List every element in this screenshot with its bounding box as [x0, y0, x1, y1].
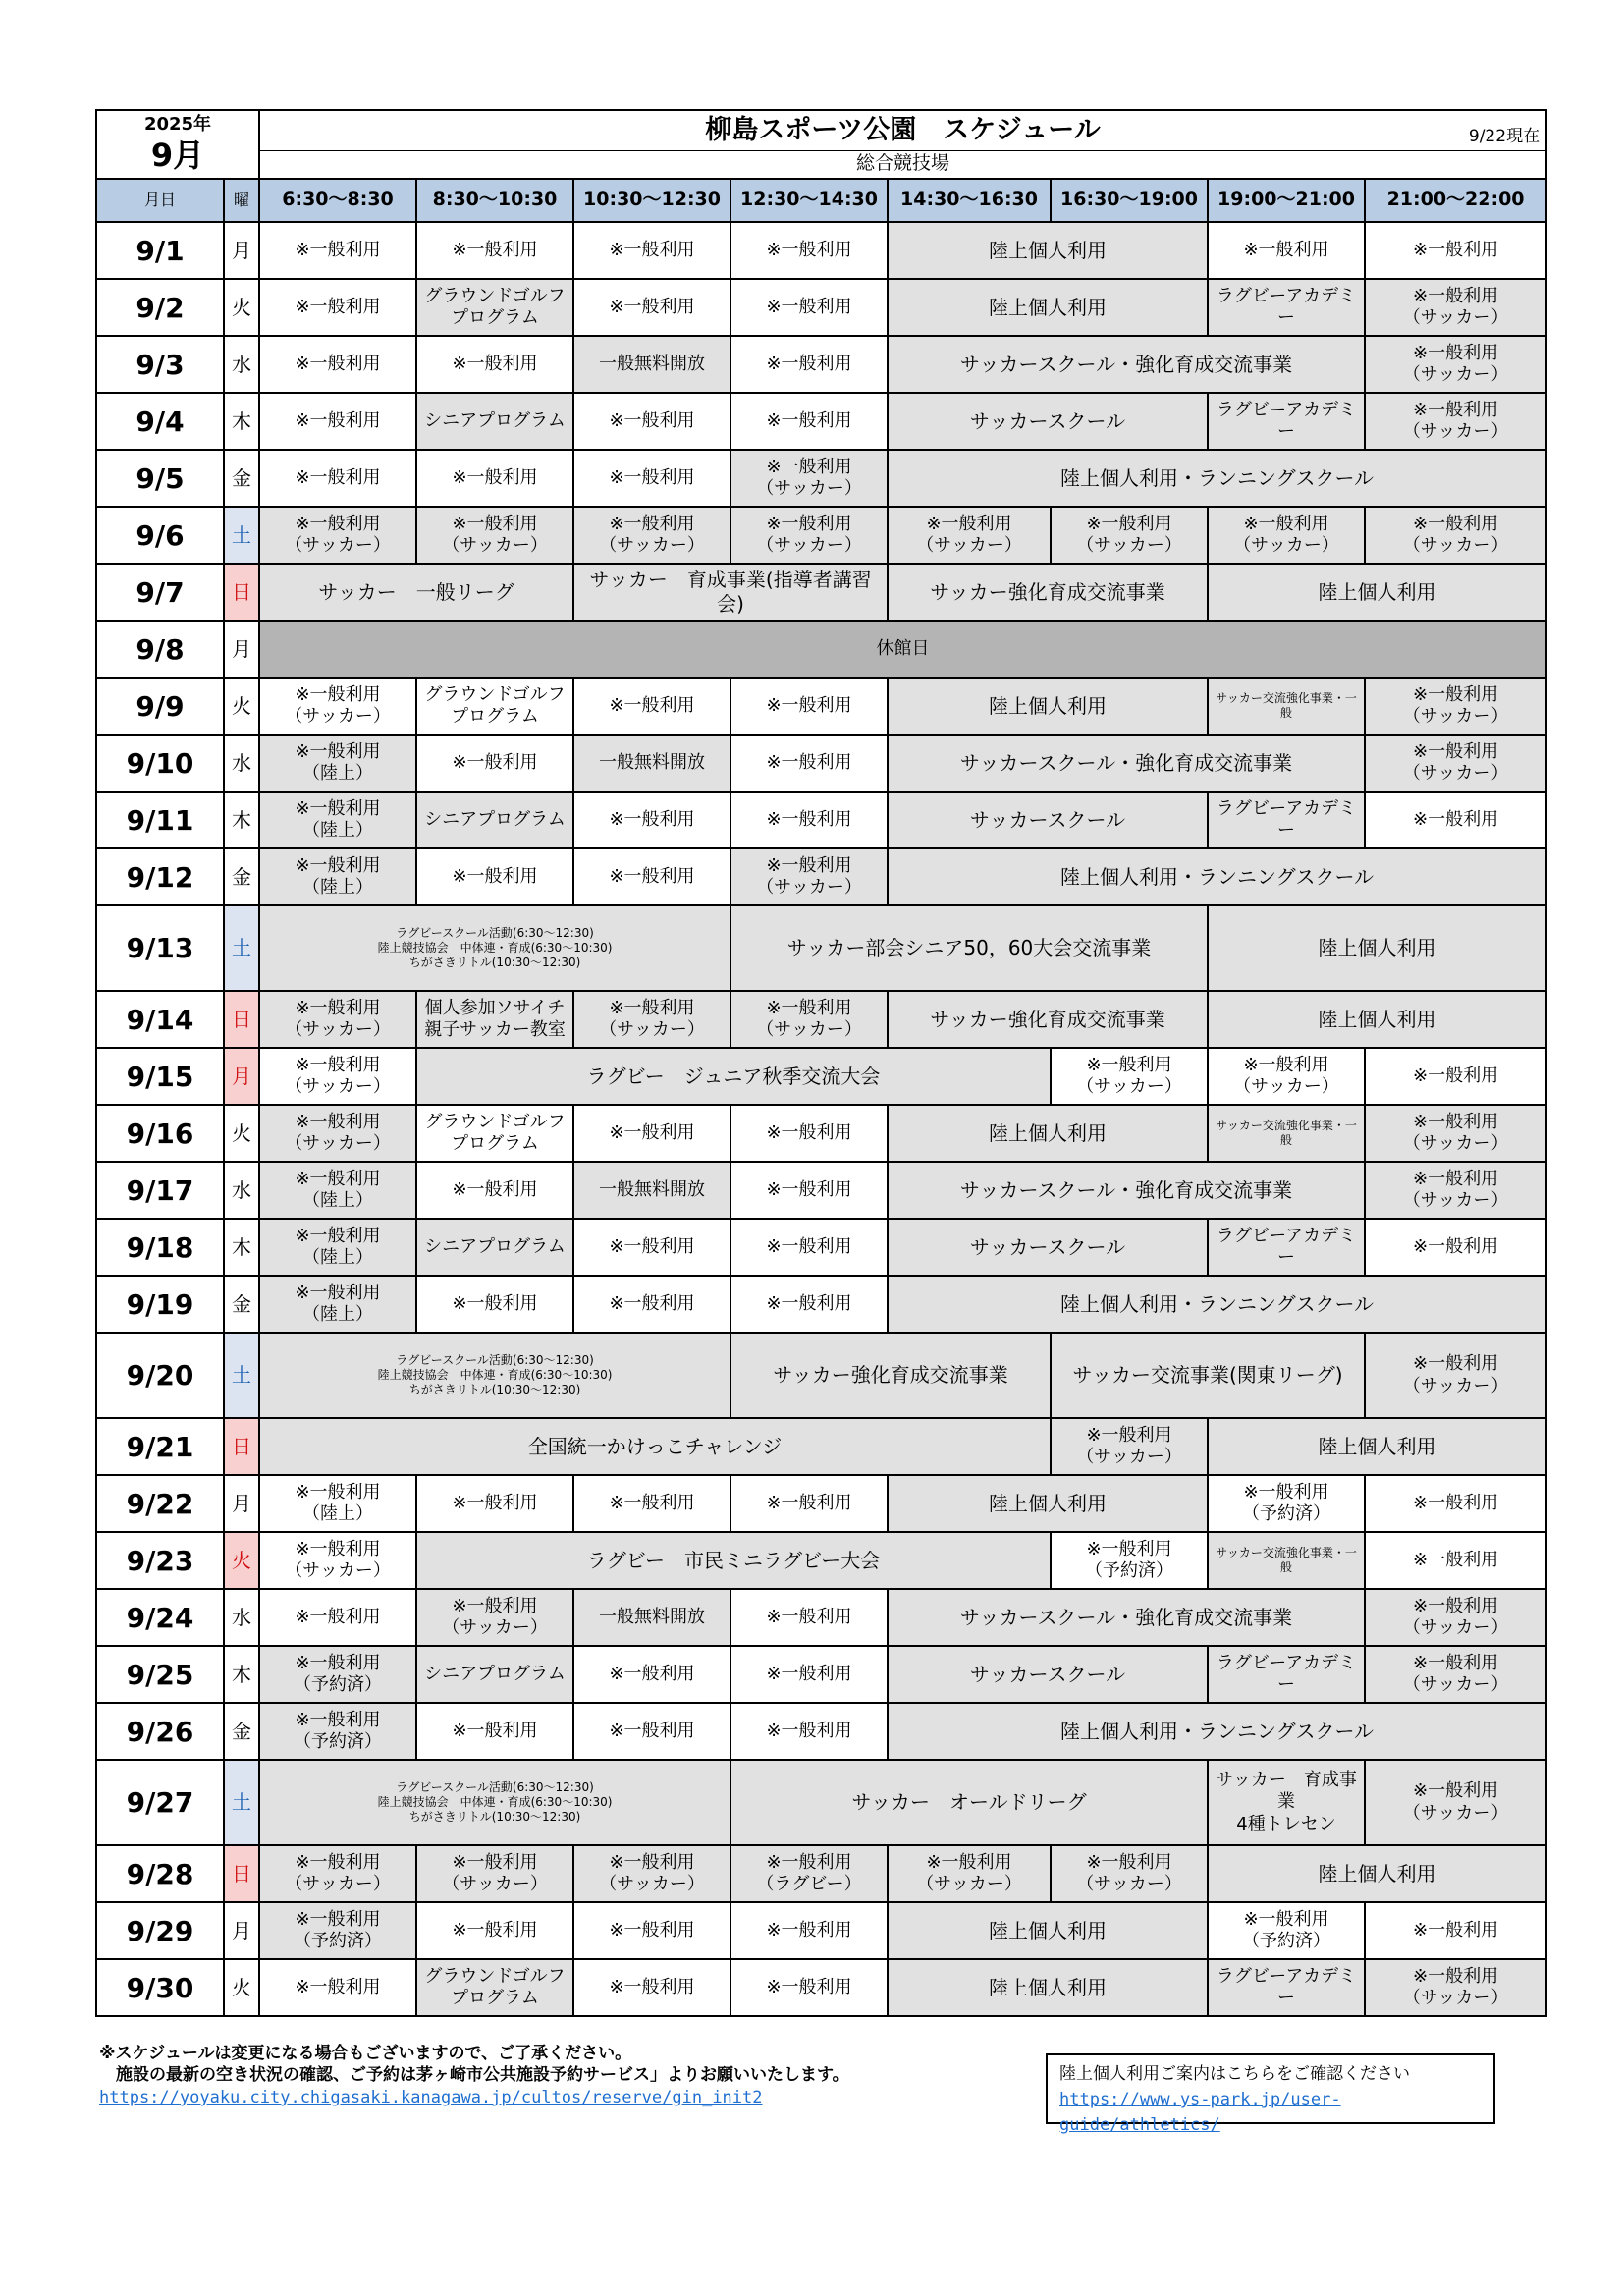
slot-cell-general: ※一般利用 — [416, 336, 573, 393]
weekday-cell: 水 — [224, 336, 259, 393]
slot-cell-general: ※一般利用 — [730, 1589, 888, 1646]
slot-cell-general: ※一般利用 — [416, 1703, 573, 1760]
slot-cell-track-running: 陸上個人利用・ランニングスクール — [888, 848, 1546, 905]
slot-cell-general: ※一般利用 — [730, 336, 888, 393]
date-cell: 9/13 — [96, 905, 224, 991]
slot-cell-general: ※一般利用 — [259, 1959, 416, 2016]
date-cell: 9/26 — [96, 1703, 224, 1760]
weekday-cell: 木 — [224, 1219, 259, 1276]
slot-cell-general-track: ※一般利用 （陸上） — [259, 735, 416, 792]
slot-cell-general: ※一般利用 — [730, 1646, 888, 1703]
slot-cell-soccer-exchange-small: サッカー交流強化事業・一般 — [1208, 1105, 1365, 1162]
slot-cell-general-soccer: ※一般利用 （サッカー） — [573, 991, 730, 1048]
slot-cell-track-running: 陸上個人利用・ランニングスクール — [888, 450, 1546, 507]
slot-cell-senior-program: シニアプログラム — [416, 1219, 573, 1276]
slot-cell-general-soccer: ※一般利用 （サッカー） — [1208, 507, 1365, 564]
slot-cell-general-soccer: ※一般利用 （サッカー） — [1365, 735, 1546, 792]
slot-cell-general: ※一般利用 — [730, 1105, 888, 1162]
slot-cell-soccer-school: サッカースクール — [888, 393, 1208, 450]
date-cell: 9/2 — [96, 279, 224, 336]
slot-cell-general: ※一般利用 — [416, 848, 573, 905]
slot-cell-general: ※一般利用 — [1365, 1532, 1546, 1589]
schedule-row — [96, 905, 1546, 991]
year-label: 2025年 — [143, 113, 212, 135]
slot-cell-general-soccer: ※一般利用 （サッカー） — [1365, 507, 1546, 564]
slot-cell-general: ※一般利用 — [259, 222, 416, 279]
schedule-row — [96, 279, 1546, 336]
page-title: 柳島スポーツ公園 スケジュール — [705, 114, 1101, 145]
slot-cell-soccer-school-intl: サッカースクール・強化育成交流事業 — [888, 336, 1365, 393]
date-cell: 9/29 — [96, 1902, 224, 1959]
weekday-cell: 月 — [224, 621, 259, 678]
schedule-row — [96, 564, 1546, 621]
slot-cell-general: ※一般利用 — [1365, 1475, 1546, 1532]
as-of-date: 9/22現在 — [1468, 127, 1541, 147]
slot-cell-soccer-school-intl: サッカースクール・強化育成交流事業 — [888, 1162, 1365, 1219]
date-cell: 9/15 — [96, 1048, 224, 1105]
date-cell: 9/28 — [96, 1845, 224, 1902]
slot-cell-general-soccer: ※一般利用 （サッカー） — [573, 507, 730, 564]
slot-cell-track-individual: 陸上個人利用 — [888, 678, 1208, 735]
slot-header: 8:30〜10:30 — [416, 179, 573, 222]
schedule-row — [96, 1703, 1546, 1760]
slot-cell-senior-program: シニアプログラム — [416, 1646, 573, 1703]
slot-cell-general: ※一般利用 — [573, 1105, 730, 1162]
slot-cell-closed: 休館日 — [259, 621, 1546, 678]
slot-cell-free-open: 一般無料開放 — [573, 735, 730, 792]
slot-cell-track-individual: 陸上個人利用 — [888, 279, 1208, 336]
slot-cell-general-soccer: ※一般利用 （サッカー） — [259, 1105, 416, 1162]
weekday-cell: 火 — [224, 678, 259, 735]
weekday-cell: 月 — [224, 1902, 259, 1959]
date-cell: 9/10 — [96, 735, 224, 792]
page-title-cell — [259, 110, 1546, 150]
schedule-row — [96, 1646, 1546, 1703]
slot-cell-general: ※一般利用 — [573, 1219, 730, 1276]
slot-cell-general: ※一般利用 — [573, 678, 730, 735]
date-cell: 9/16 — [96, 1105, 224, 1162]
slot-cell-general-soccer: ※一般利用 （サッカー） — [888, 507, 1051, 564]
schedule-row — [96, 1333, 1546, 1418]
slot-cell-soccer-kanto: サッカー交流事業(関東リーグ) — [1051, 1333, 1365, 1418]
slot-cell-general-soccer: ※一般利用 （サッカー） — [1365, 336, 1546, 393]
slot-cell-soccer-school-intl: サッカースクール・強化育成交流事業 — [888, 1589, 1365, 1646]
slot-cell-individual-soccer: 個人参加ソサイチ 親子サッカー教室 — [416, 991, 573, 1048]
schedule-row — [96, 336, 1546, 393]
slot-cell-general-soccer: ※一般利用 （サッカー） — [1365, 1333, 1546, 1418]
slot-cell-general-soccer: ※一般利用 （サッカー） — [259, 507, 416, 564]
slot-cell-track-individual: 陸上個人利用 — [1208, 564, 1546, 621]
weekday-cell: 水 — [224, 735, 259, 792]
schedule-row — [96, 1276, 1546, 1333]
weekday-cell: 火 — [224, 1105, 259, 1162]
slot-cell-general: ※一般利用 — [730, 222, 888, 279]
slot-cell-general-track: ※一般利用 （陸上） — [259, 848, 416, 905]
slot-cell-track-running: 陸上個人利用・ランニングスクール — [888, 1276, 1546, 1333]
slot-cell-general-soccer: ※一般利用 （サッカー） — [1365, 1105, 1546, 1162]
month-label: 9月 — [150, 137, 205, 175]
slot-cell-general: ※一般利用 — [730, 279, 888, 336]
slot-cell-general: ※一般利用 — [730, 393, 888, 450]
footer-note-2: 施設の最新の空き状況の確認、ご予約は茅ヶ崎市公共施設予約サービス」よりお願いいたします。 — [99, 2065, 849, 2085]
slot-cell-general: ※一般利用 — [730, 1959, 888, 2016]
slot-cell-general-soccer: ※一般利用 （サッカー） — [416, 1589, 573, 1646]
slot-cell-general: ※一般利用 — [416, 1902, 573, 1959]
slot-cell-general: ※一般利用 — [573, 848, 730, 905]
slot-cell-rugby-academy: ラグビーアカデミー — [1208, 792, 1365, 848]
schedule-row — [96, 1219, 1546, 1276]
date-cell: 9/8 — [96, 621, 224, 678]
slot-cell-general: ※一般利用 — [259, 279, 416, 336]
schedule-row — [96, 450, 1546, 507]
slot-cell-general-soccer: ※一般利用 （サッカー） — [259, 1532, 416, 1589]
schedule-row — [96, 393, 1546, 450]
weekday-cell: 火 — [224, 1532, 259, 1589]
slot-cell-general: ※一般利用 — [730, 1276, 888, 1333]
slot-cell-general: ※一般利用 — [1365, 1219, 1546, 1276]
slot-header: 21:00〜22:00 — [1365, 179, 1546, 222]
slot-cell-senior-program: シニアプログラム — [416, 393, 573, 450]
date-cell: 9/18 — [96, 1219, 224, 1276]
slot-cell-general: ※一般利用 — [730, 1475, 888, 1532]
slot-cell-general: ※一般利用 — [730, 1219, 888, 1276]
date-cell: 9/22 — [96, 1475, 224, 1532]
slot-cell-track-individual: 陸上個人利用 — [888, 1475, 1208, 1532]
slot-cell-general: ※一般利用 — [730, 678, 888, 735]
schedule-row — [96, 621, 1546, 678]
col-date-header: 月日 — [96, 179, 224, 222]
slot-cell-general-track: ※一般利用 （陸上） — [259, 1162, 416, 1219]
date-cell: 9/6 — [96, 507, 224, 564]
slot-cell-soccer-school-intl: サッカースクール・強化育成交流事業 — [888, 735, 1365, 792]
slot-cell-general: ※一般利用 — [573, 1902, 730, 1959]
slot-cell-soccer-school: サッカースクール — [888, 1219, 1208, 1276]
schedule-row — [96, 1902, 1546, 1959]
date-cell: 9/21 — [96, 1418, 224, 1475]
slot-cell-general: ※一般利用 — [730, 792, 888, 848]
weekday-cell: 火 — [224, 1959, 259, 2016]
slot-cell-general-soccer: ※一般利用 （サッカー） — [259, 1845, 416, 1902]
slot-cell-rugby-junior: ラグビー ジュニア秋季交流大会 — [416, 1048, 1051, 1105]
schedule-row — [96, 1048, 1546, 1105]
slot-cell-rugby-multi: ラグビースクール活動(6:30〜12:30) 陸上競技協会 中体連・育成(6:30〜10:30) ちがさきリトル(10:30〜12:30) — [259, 1333, 730, 1418]
slot-cell-general: ※一般利用 — [730, 1902, 888, 1959]
weekday-cell: 日 — [224, 1845, 259, 1902]
slot-cell-general: ※一般利用 — [416, 222, 573, 279]
track-info-title: 陸上個人利用ご案内はこちらをご確認ください — [1059, 2064, 1410, 2084]
slot-cell-general-reserved: ※一般利用 （予約済） — [1051, 1532, 1208, 1589]
slot-cell-soccer-senior50: サッカー部会シニア50，60大会交流事業 — [730, 905, 1208, 991]
slot-cell-general-soccer: ※一般利用 （サッカー） — [730, 507, 888, 564]
slot-header: 10:30〜12:30 — [573, 179, 730, 222]
slot-cell-soccer-exchange-small: サッカー交流強化事業・一般 — [1208, 678, 1365, 735]
weekday-cell: 土 — [224, 1760, 259, 1845]
slot-cell-general: ※一般利用 — [730, 1162, 888, 1219]
weekday-cell: 土 — [224, 905, 259, 991]
slot-cell-general: ※一般利用 — [573, 792, 730, 848]
schedule-row — [96, 1418, 1546, 1475]
slot-cell-general-reserved: ※一般利用 （予約済） — [259, 1703, 416, 1760]
slot-cell-soccer-strength: サッカー強化育成交流事業 — [888, 564, 1208, 621]
slot-cell-general-soccer: ※一般利用 （サッカー） — [888, 1845, 1051, 1902]
slot-cell-track-individual: 陸上個人利用 — [888, 222, 1208, 279]
slot-cell-general: ※一般利用 — [730, 1703, 888, 1760]
slot-cell-rugby-mini: ラグビー 市民ミニラグビー大会 — [416, 1532, 1051, 1589]
weekday-cell: 火 — [224, 279, 259, 336]
date-cell: 9/14 — [96, 991, 224, 1048]
schedule-row — [96, 222, 1546, 279]
weekday-cell: 日 — [224, 991, 259, 1048]
slot-cell-rugby-multi: ラグビースクール活動(6:30〜12:30) 陸上競技協会 中体連・育成(6:30〜10:30) ちがさきリトル(10:30〜12:30) — [259, 905, 730, 991]
slot-cell-soccer-school: サッカースクール — [888, 1646, 1208, 1703]
slot-cell-general-track: ※一般利用 （陸上） — [259, 1276, 416, 1333]
slot-cell-general: ※一般利用 — [1365, 1048, 1546, 1105]
slot-cell-general-soccer: ※一般利用 （サッカー） — [1208, 1048, 1365, 1105]
date-cell: 9/3 — [96, 336, 224, 393]
slot-cell-general-soccer: ※一般利用 （サッカー） — [1051, 1845, 1208, 1902]
date-cell: 9/1 — [96, 222, 224, 279]
slot-cell-free-open: 一般無料開放 — [573, 1162, 730, 1219]
col-dow-header: 曜 — [224, 179, 259, 222]
reservation-link[interactable]: https://yoyaku.city.chigasaki.kanagawa.jp/cultos/reserve/gin_init2 — [99, 2088, 763, 2107]
slot-cell-general-track: ※一般利用 （陸上） — [259, 1475, 416, 1532]
slot-cell-soccer-oldboy: サッカー オールドリーグ — [730, 1760, 1208, 1845]
slot-cell-track-running: 陸上個人利用・ランニングスクール — [888, 1703, 1546, 1760]
slot-cell-general-soccer: ※一般利用 （サッカー） — [416, 507, 573, 564]
slot-cell-general-soccer: ※一般利用 （サッカー） — [1051, 1048, 1208, 1105]
slot-cell-rugby-multi: ラグビースクール活動(6:30〜12:30) 陸上競技協会 中体連・育成(6:30〜10:30) ちがさきリトル(10:30〜12:30) — [259, 1760, 730, 1845]
schedule-row — [96, 678, 1546, 735]
slot-cell-soccer-exchange-small: サッカー交流強化事業・一般 — [1208, 1532, 1365, 1589]
slot-cell-rugby-academy: ラグビーアカデミー — [1208, 1959, 1365, 2016]
weekday-cell: 金 — [224, 1703, 259, 1760]
slot-cell-rugby-academy: ラグビーアカデミー — [1208, 279, 1365, 336]
slot-cell-general-soccer: ※一般利用 （サッカー） — [1365, 393, 1546, 450]
slot-cell-general-track: ※一般利用 （陸上） — [259, 792, 416, 848]
slot-cell-general: ※一般利用 — [416, 1475, 573, 1532]
slot-header: 12:30〜14:30 — [730, 179, 888, 222]
date-cell: 9/25 — [96, 1646, 224, 1703]
slot-cell-general-soccer: ※一般利用 （サッカー） — [730, 991, 888, 1048]
weekday-cell: 月 — [224, 222, 259, 279]
slot-cell-general: ※一般利用 — [416, 1276, 573, 1333]
slot-cell-ground-golf: グラウンドゴルフ プログラム — [416, 1105, 573, 1162]
slot-cell-general: ※一般利用 — [573, 1703, 730, 1760]
slot-cell-general-soccer: ※一般利用 （サッカー） — [259, 1048, 416, 1105]
weekday-cell: 金 — [224, 450, 259, 507]
slot-cell-general: ※一般利用 — [573, 393, 730, 450]
slot-header: 6:30〜8:30 — [259, 179, 416, 222]
slot-cell-soccer-school: サッカースクール — [888, 792, 1208, 848]
time-header-row — [96, 179, 1546, 222]
slot-cell-general: ※一般利用 — [573, 279, 730, 336]
slot-cell-general-soccer: ※一般利用 （サッカー） — [259, 678, 416, 735]
schedule-row — [96, 1760, 1546, 1845]
slot-cell-general: ※一般利用 — [573, 450, 730, 507]
weekday-cell: 金 — [224, 1276, 259, 1333]
slot-cell-general-soccer: ※一般利用 （サッカー） — [1365, 1959, 1546, 2016]
slot-cell-track-individual: 陸上個人利用 — [1208, 905, 1546, 991]
slot-cell-free-open: 一般無料開放 — [573, 336, 730, 393]
slot-cell-general: ※一般利用 — [259, 336, 416, 393]
slot-header: 16:30〜19:00 — [1051, 179, 1208, 222]
track-info-box — [1046, 2053, 1495, 2135]
slot-cell-general-soccer: ※一般利用 （サッカー） — [1365, 279, 1546, 336]
slot-cell-general-reserved: ※一般利用 （予約済） — [259, 1646, 416, 1703]
slot-cell-track-individual: 陸上個人利用 — [1208, 1845, 1546, 1902]
slot-cell-general: ※一般利用 — [416, 1162, 573, 1219]
slot-cell-general-rugby: ※一般利用 （ラグビー） — [730, 1845, 888, 1902]
date-cell: 9/30 — [96, 1959, 224, 2016]
schedule-row — [96, 1475, 1546, 1532]
slot-cell-rugby-academy: ラグビーアカデミー — [1208, 1219, 1365, 1276]
date-cell: 9/27 — [96, 1760, 224, 1845]
slot-cell-general: ※一般利用 — [573, 1276, 730, 1333]
slot-cell-general-reserved: ※一般利用 （予約済） — [1208, 1902, 1365, 1959]
weekday-cell: 水 — [224, 1589, 259, 1646]
schedule-table — [95, 109, 1547, 2017]
slot-cell-general-soccer: ※一般利用 （サッカー） — [416, 1845, 573, 1902]
slot-cell-general-soccer: ※一般利用 （サッカー） — [1365, 678, 1546, 735]
slot-cell-general-soccer: ※一般利用 （サッカー） — [1365, 1646, 1546, 1703]
venue-label: 総合競技場 — [259, 150, 1546, 179]
weekday-cell: 土 — [224, 507, 259, 564]
slot-cell-free-open: 一般無料開放 — [573, 1589, 730, 1646]
slot-cell-general-soccer: ※一般利用 （サッカー） — [730, 450, 888, 507]
slot-cell-track-individual: 陸上個人利用 — [1208, 1418, 1546, 1475]
weekday-cell: 日 — [224, 564, 259, 621]
weekday-cell: 月 — [224, 1048, 259, 1105]
slot-cell-general: ※一般利用 — [573, 1475, 730, 1532]
weekday-cell: 水 — [224, 1162, 259, 1219]
slot-cell-general: ※一般利用 — [416, 450, 573, 507]
slot-cell-soccer-strength: サッカー強化育成交流事業 — [888, 991, 1208, 1048]
date-cell: 9/24 — [96, 1589, 224, 1646]
slot-cell-general-soccer: ※一般利用 （サッカー） — [730, 848, 888, 905]
schedule-row — [96, 735, 1546, 792]
weekday-cell: 木 — [224, 393, 259, 450]
date-cell: 9/23 — [96, 1532, 224, 1589]
slot-cell-general-soccer: ※一般利用 （サッカー） — [1365, 1162, 1546, 1219]
schedule-row — [96, 991, 1546, 1048]
schedule-row — [96, 848, 1546, 905]
slot-cell-general-reserved: ※一般利用 （予約済） — [259, 1902, 416, 1959]
schedule-row — [96, 1532, 1546, 1589]
slot-cell-rugby-academy: ラグビーアカデミー — [1208, 393, 1365, 450]
slot-cell-track-individual: 陸上個人利用 — [888, 1902, 1208, 1959]
slot-cell-rugby-academy: ラグビーアカデミー — [1208, 1646, 1365, 1703]
date-cell: 9/20 — [96, 1333, 224, 1418]
weekday-cell: 木 — [224, 1646, 259, 1703]
slot-cell-general-soccer: ※一般利用 （サッカー） — [1365, 1589, 1546, 1646]
slot-cell-general-reserved: ※一般利用 （予約済） — [1208, 1475, 1365, 1532]
month-cell — [96, 110, 259, 179]
slot-cell-general: ※一般利用 — [1365, 792, 1546, 848]
weekday-cell: 木 — [224, 792, 259, 848]
date-cell: 9/9 — [96, 678, 224, 735]
schedule-row — [96, 1589, 1546, 1646]
slot-cell-senior-program: シニアプログラム — [416, 792, 573, 848]
slot-cell-general-soccer: ※一般利用 （サッカー） — [1365, 1760, 1546, 1845]
slot-cell-general: ※一般利用 — [259, 450, 416, 507]
slot-cell-general: ※一般利用 — [730, 735, 888, 792]
slot-cell-general-soccer: ※一般利用 （サッカー） — [1051, 507, 1208, 564]
date-cell: 9/4 — [96, 393, 224, 450]
slot-cell-general: ※一般利用 — [1208, 222, 1365, 279]
schedule-row — [96, 1162, 1546, 1219]
schedule-body — [96, 110, 1546, 2016]
slot-cell-general: ※一般利用 — [1365, 222, 1546, 279]
slot-cell-ground-golf: グラウンドゴルフ プログラム — [416, 1959, 573, 2016]
schedule-row — [96, 507, 1546, 564]
weekday-cell: 月 — [224, 1475, 259, 1532]
schedule-row — [96, 792, 1546, 848]
slot-cell-track-individual: 陸上個人利用 — [1208, 991, 1546, 1048]
slot-cell-soccer-general-league: サッカー 一般リーグ — [259, 564, 573, 621]
footer-note-1: ※スケジュールは変更になる場合もございますので、ご了承ください。 — [99, 2044, 632, 2063]
slot-cell-general-soccer: ※一般利用 （サッカー） — [573, 1845, 730, 1902]
slot-cell-general: ※一般利用 — [573, 1646, 730, 1703]
date-cell: 9/12 — [96, 848, 224, 905]
slot-header: 14:30〜16:30 — [888, 179, 1051, 222]
slot-cell-general: ※一般利用 — [573, 1959, 730, 2016]
slot-cell-general-soccer: ※一般利用 （サッカー） — [1051, 1418, 1208, 1475]
slot-cell-general: ※一般利用 — [416, 735, 573, 792]
weekday-cell: 金 — [224, 848, 259, 905]
slot-cell-general-track: ※一般利用 （陸上） — [259, 1219, 416, 1276]
slot-cell-general: ※一般利用 — [573, 222, 730, 279]
weekday-cell: 土 — [224, 1333, 259, 1418]
slot-cell-soccer-strength: サッカー強化育成交流事業 — [730, 1333, 1051, 1418]
slot-cell-track-individual: 陸上個人利用 — [888, 1959, 1208, 2016]
weekday-cell: 日 — [224, 1418, 259, 1475]
date-cell: 9/5 — [96, 450, 224, 507]
slot-cell-ground-golf: グラウンドゴルフ プログラム — [416, 678, 573, 735]
schedule-row — [96, 1959, 1546, 2016]
track-info-link[interactable]: https://www.ys-park.jp/user-guide/athletics/ — [1059, 2090, 1341, 2135]
slot-cell-general: ※一般利用 — [259, 393, 416, 450]
slot-cell-kakekko: 全国統一かけっこチャレンジ — [259, 1418, 1051, 1475]
slot-cell-soccer-4kind: サッカー 育成事業 4種トレセン — [1208, 1760, 1365, 1845]
slot-cell-soccer-coach: サッカー 育成事業(指導者講習会) — [573, 564, 888, 621]
slot-cell-general: ※一般利用 — [259, 1589, 416, 1646]
date-cell: 9/17 — [96, 1162, 224, 1219]
slot-cell-general-soccer: ※一般利用 （サッカー） — [259, 991, 416, 1048]
date-cell: 9/19 — [96, 1276, 224, 1333]
date-cell: 9/11 — [96, 792, 224, 848]
schedule-row — [96, 1845, 1546, 1902]
slot-cell-ground-golf: グラウンドゴルフ プログラム — [416, 279, 573, 336]
slot-header: 19:00〜21:00 — [1208, 179, 1365, 222]
schedule-row — [96, 1105, 1546, 1162]
slot-cell-general: ※一般利用 — [1365, 1902, 1546, 1959]
date-cell: 9/7 — [96, 564, 224, 621]
slot-cell-track-individual: 陸上個人利用 — [888, 1105, 1208, 1162]
